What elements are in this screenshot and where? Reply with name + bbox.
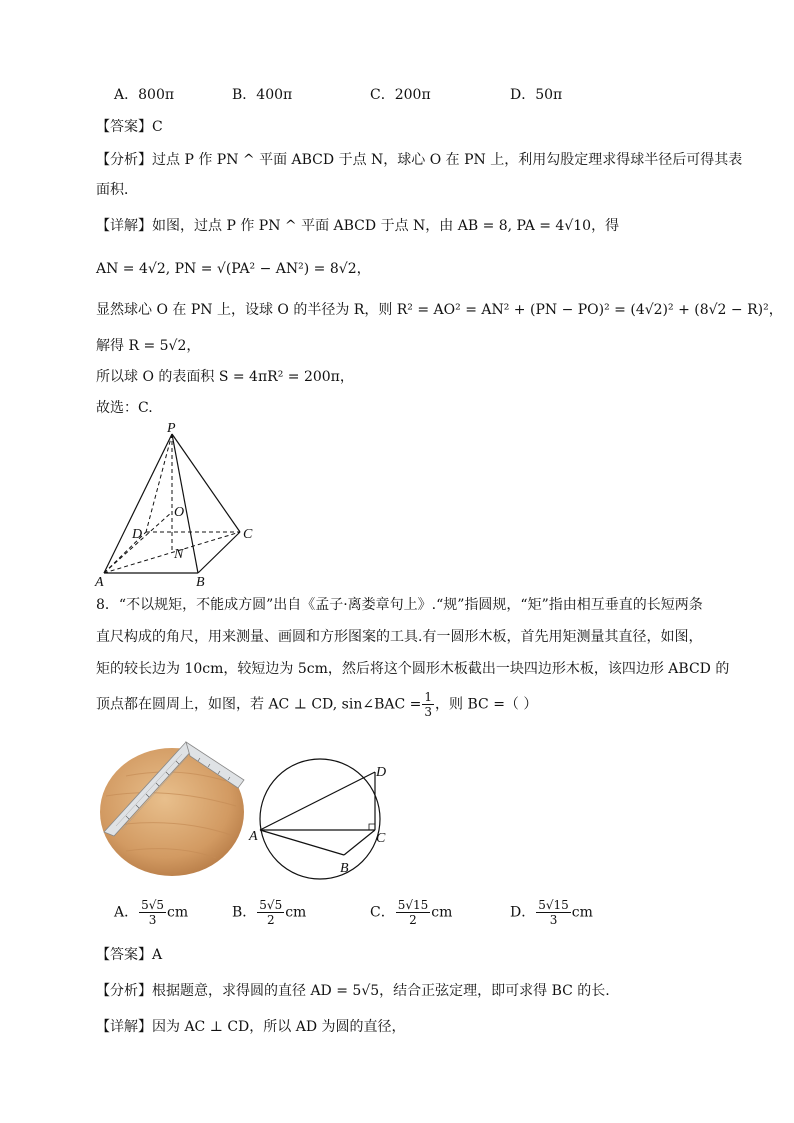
q7-analysis-cont: 面积． bbox=[96, 182, 138, 198]
wooden-board-photo bbox=[96, 736, 248, 878]
q7-detail-line5: 所以球 O 的表面积 S = 4πR² = 200π， bbox=[96, 369, 354, 385]
label-d: D bbox=[376, 765, 387, 780]
q8-analysis bbox=[96, 981, 610, 1001]
option-fraction bbox=[536, 898, 571, 927]
detail-tag: 【详解】 bbox=[96, 1019, 152, 1035]
q7-option-b bbox=[232, 84, 292, 104]
option-unit: cm bbox=[167, 904, 189, 921]
q8-option-d bbox=[510, 898, 593, 927]
label-c: C bbox=[376, 831, 386, 846]
q7-answer bbox=[96, 117, 163, 137]
answer-value: C bbox=[152, 119, 163, 135]
option-unit: cm bbox=[571, 904, 593, 921]
stem-text-end: ，则 BC =（ ） bbox=[435, 696, 538, 713]
answer-tag: 【答案】 bbox=[96, 947, 152, 963]
seg-ao bbox=[104, 512, 172, 573]
q7-detail bbox=[96, 216, 619, 236]
answer-value: A bbox=[152, 947, 163, 963]
analysis-text: 根据题意，求得圆的直径 AD = 5√5，结合正弦定理，即可求得 BC 的长. bbox=[152, 983, 610, 999]
option-letter: D． bbox=[510, 904, 536, 921]
label-a: A bbox=[95, 575, 104, 588]
q7-detail-line2: AN = 4√2, PN = √(PA² − AN²) = 8√2， bbox=[96, 261, 371, 277]
pyramid-figure bbox=[92, 420, 262, 588]
option-value: 50π bbox=[535, 87, 563, 103]
option-letter: A． bbox=[114, 87, 139, 103]
option-unit: cm bbox=[431, 904, 453, 921]
edge-pa bbox=[104, 434, 172, 573]
fraction-denominator: 2 bbox=[409, 913, 417, 927]
circle-quadrilateral-figure bbox=[248, 752, 398, 880]
label-c: C bbox=[243, 527, 253, 542]
fraction-numerator: 5√15 bbox=[538, 898, 569, 912]
right-angle-mark bbox=[369, 824, 375, 830]
option-unit: cm bbox=[285, 904, 307, 921]
fraction-numerator: 5√15 bbox=[397, 898, 429, 912]
q8-option-b bbox=[232, 898, 306, 927]
fraction-denominator: 3 bbox=[148, 913, 157, 927]
option-value: 200π bbox=[394, 87, 431, 103]
fraction-denominator: 3 bbox=[424, 705, 433, 719]
label-o: O bbox=[174, 505, 185, 520]
option-value: 800π bbox=[138, 87, 175, 103]
option-fraction bbox=[257, 898, 284, 927]
fraction-numerator: 5√5 bbox=[259, 898, 283, 912]
stem-text: 顶点都在圆周上，如图，若 AC ⊥ CD, sin∠BAC = bbox=[96, 696, 422, 713]
option-letter: D． bbox=[510, 87, 536, 103]
q8-stem-line1: 8．“不以规矩，不能成方圆”出自《孟子·离娄章句上》.“规”指圆规，“矩”指由相互垂直的长短两条 bbox=[96, 597, 703, 613]
option-letter: B． bbox=[232, 904, 257, 921]
label-n: N bbox=[174, 547, 184, 562]
q8-option-a bbox=[114, 898, 188, 927]
label-b: B bbox=[340, 861, 349, 876]
label-d: D bbox=[132, 527, 143, 542]
circumcircle bbox=[260, 759, 380, 879]
edge-pd bbox=[146, 434, 172, 532]
answer-tag: 【答案】 bbox=[96, 119, 152, 135]
detail-text: 如图，过点 P 作 PN ^ 平面 ABCD 于点 N，由 AB = 8, PA = 4√10，得 bbox=[152, 218, 620, 234]
detail-text: 因为 AC ⊥ CD，所以 AD 为圆的直径， bbox=[152, 1019, 406, 1035]
label-b: B bbox=[196, 575, 205, 588]
q7-option-a bbox=[114, 84, 174, 104]
option-fraction bbox=[396, 898, 431, 927]
option-letter: B． bbox=[232, 87, 257, 103]
fraction-numerator: 1 bbox=[424, 690, 433, 704]
q8-detail bbox=[96, 1017, 406, 1037]
q7-analysis bbox=[96, 150, 742, 170]
q8-option-c bbox=[370, 898, 452, 927]
q8-answer bbox=[96, 945, 162, 965]
seg-ab bbox=[260, 830, 344, 855]
detail-tag: 【详解】 bbox=[96, 218, 152, 234]
option-letter: C． bbox=[370, 904, 395, 921]
q8-stem-line4 bbox=[96, 690, 537, 719]
sin-fraction bbox=[422, 690, 434, 719]
label-p: P bbox=[167, 421, 176, 436]
q7-detail-line4: 解得 R = 5√2， bbox=[96, 338, 201, 354]
fraction-denominator: 3 bbox=[549, 913, 558, 927]
label-a: A bbox=[249, 829, 258, 844]
q7-detail-line6: 故选：C. bbox=[96, 400, 153, 416]
option-letter: C． bbox=[370, 87, 395, 103]
q8-stem-line3: 矩的较长边为 10cm，较短边为 5cm，然后将这个圆形木板截出一块四边形木板，该四边形 ABCD 的 bbox=[96, 661, 730, 677]
q7-detail-line3: 显然球心 O 在 PN 上，设球 O 的半径为 R，则 R² = AO² = AN² + (PN − PO)² = (4√2)² + (8√2 − R)²， bbox=[96, 302, 783, 318]
analysis-text: 过点 P 作 PN ^ 平面 ABCD 于点 N，球心 O 在 PN 上，利用勾股定理求得球半径后可得其表 bbox=[152, 152, 743, 168]
q7-option-d bbox=[510, 84, 562, 104]
seg-ad bbox=[260, 772, 375, 830]
fraction-numerator: 5√5 bbox=[141, 898, 165, 912]
fraction-denominator: 2 bbox=[266, 913, 275, 927]
q7-option-c bbox=[370, 84, 431, 104]
q8-stem-line2: 直尺构成的角尺，用来测量、画圆和方形图案的工具.有一圆形木板，首先用矩测量其直径，如图， bbox=[96, 629, 703, 645]
option-fraction bbox=[139, 898, 166, 927]
analysis-tag: 【分析】 bbox=[96, 983, 152, 999]
analysis-tag: 【分析】 bbox=[96, 152, 152, 168]
option-letter: A． bbox=[114, 904, 139, 921]
option-value: 400π bbox=[256, 87, 293, 103]
